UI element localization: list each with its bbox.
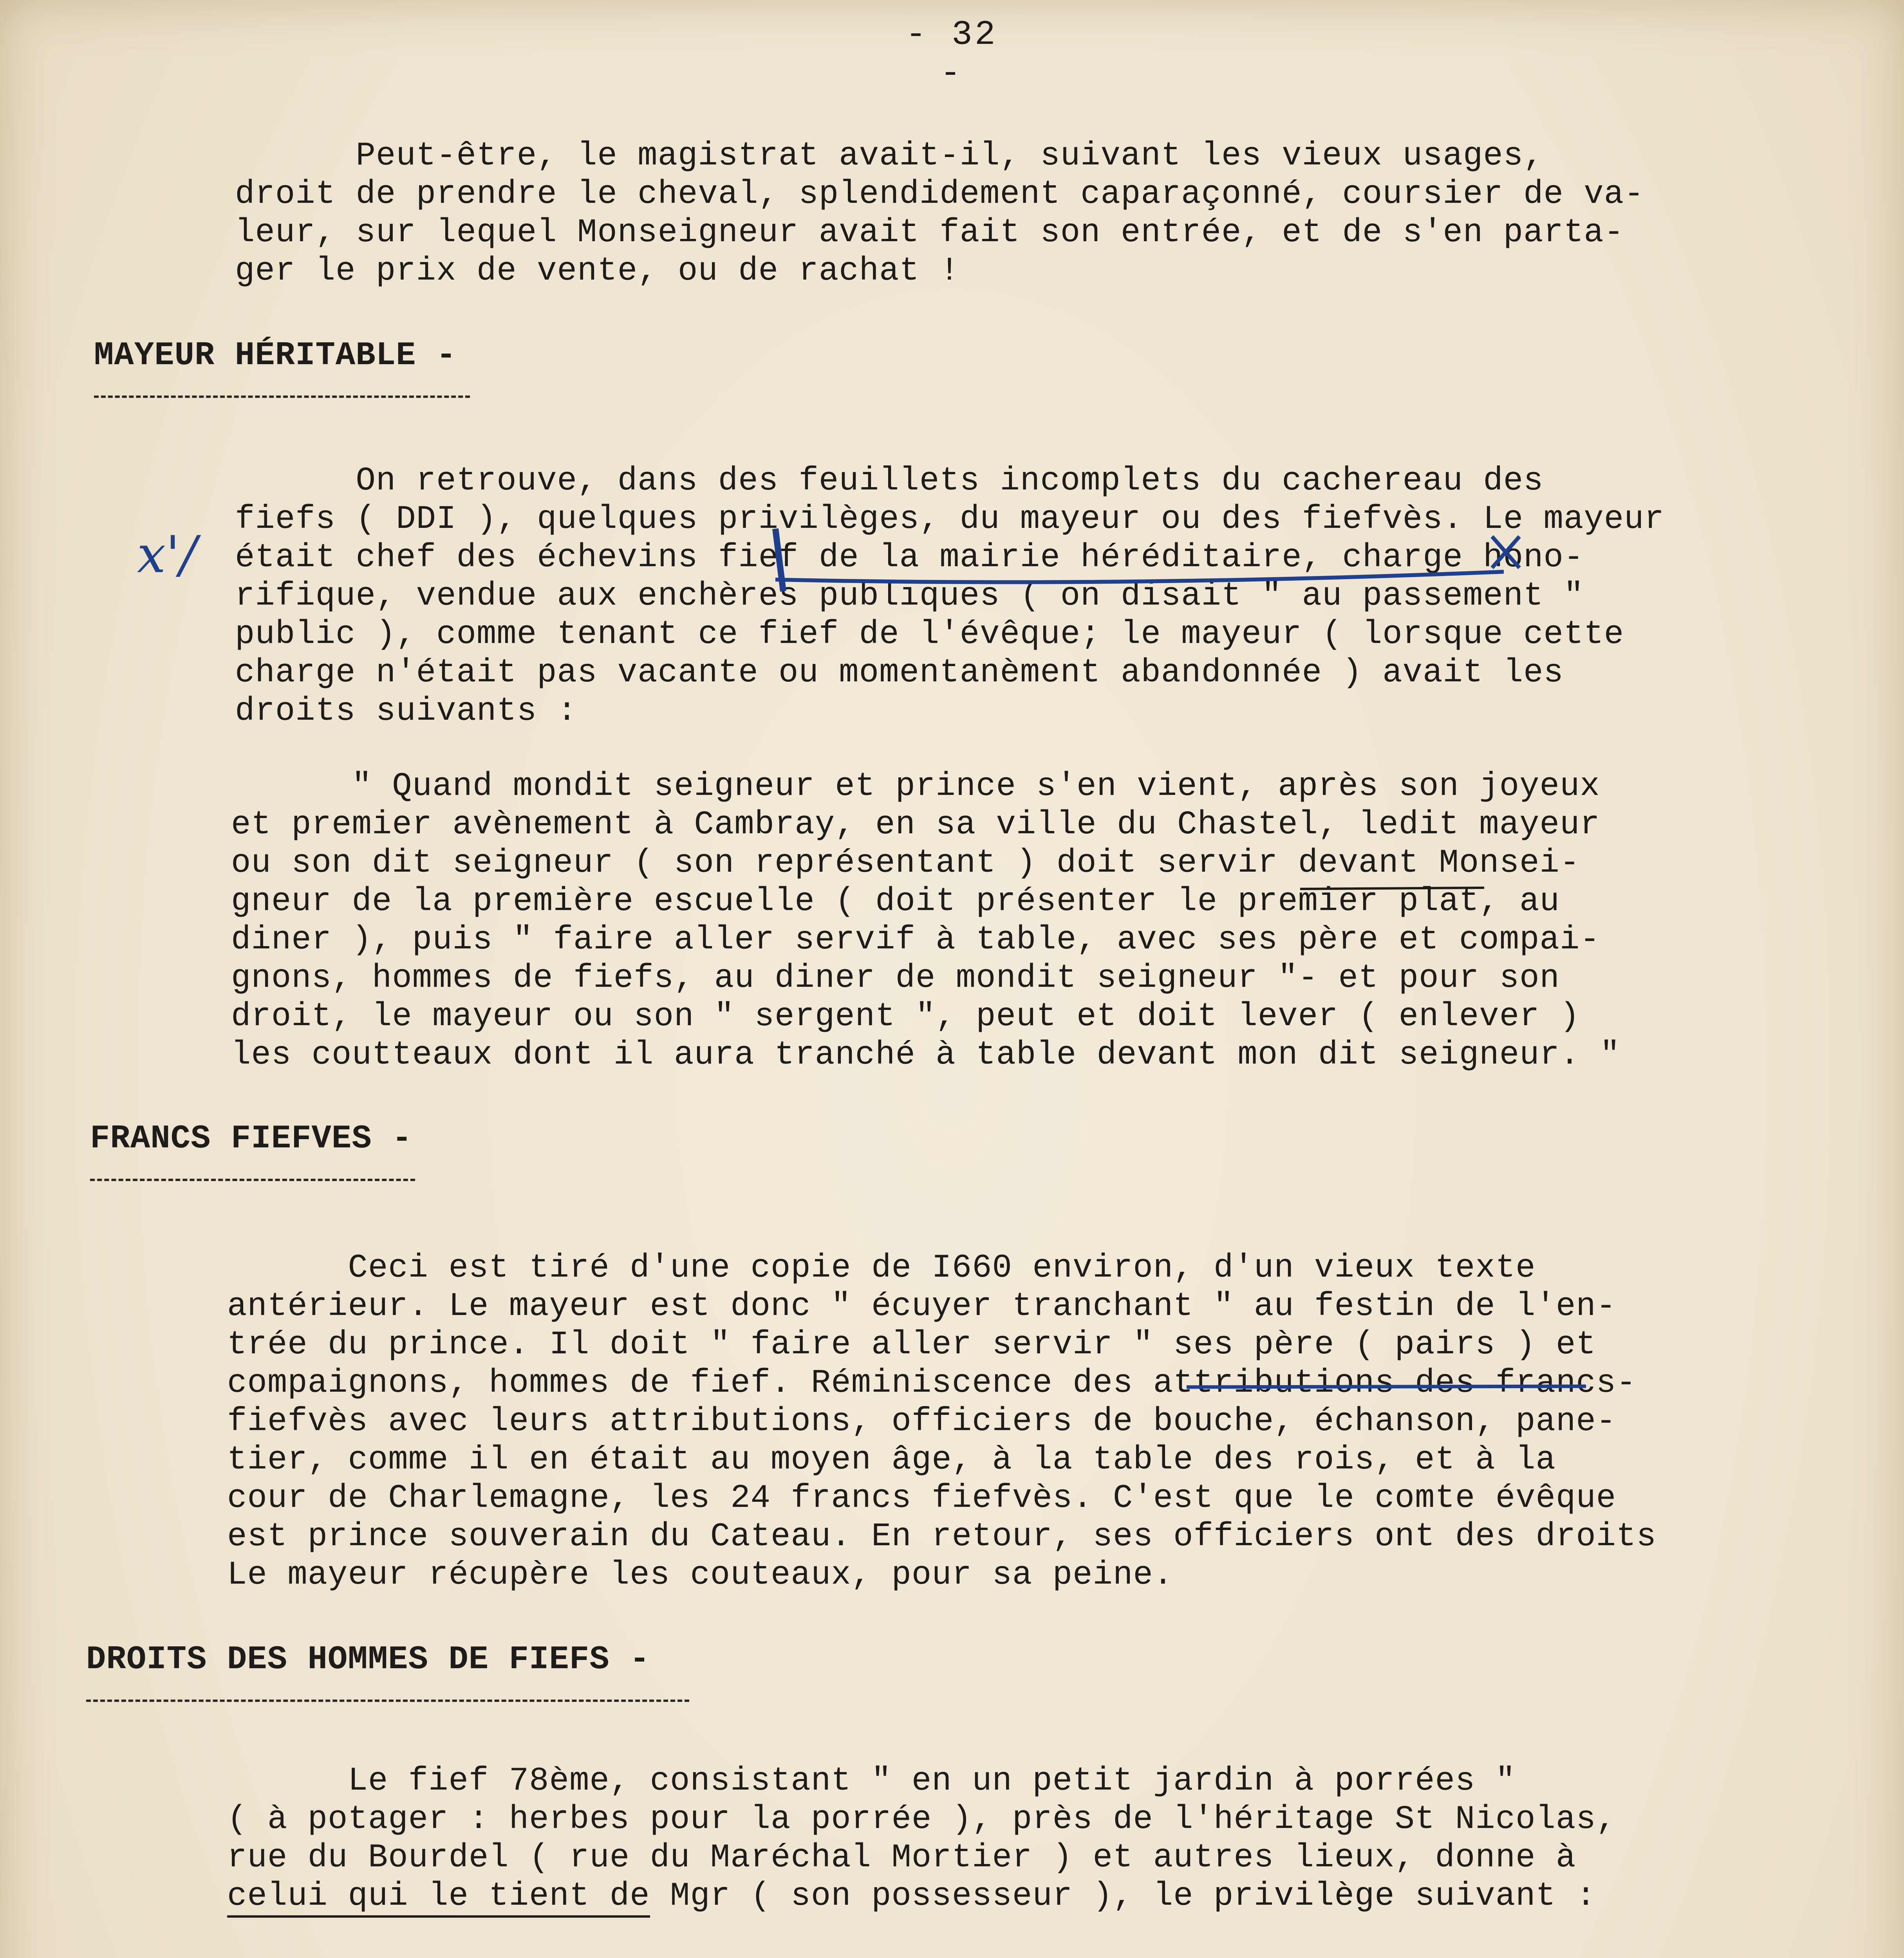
heading-underline [94, 396, 470, 398]
heading-francs-fiefves: FRANCS FIEFVES - [90, 1120, 412, 1158]
heading-droits-hommes-fiefs: DROITS DES HOMMES DE FIEFS - [86, 1641, 650, 1678]
paragraph-copie-1660: Ceci est tiré d'une copie de I660 environ, d'un vieux texte antérieur. Le mayeur est donc " écuyer tranchant " au festin de l'en- trée du prince. Il doit " faire aller servir " ses père ( pairs ) et compaignons, hommes de fief. Réminiscence des attributions des francs- fiefvès avec leurs attributions, officiers de bouche, échanson, pane- tier, comme il en était au moyen âge, à la table des rois, et à la cour de Charlemagne, les 24 francs fiefvès. C'est que le comte évêque est prince souverain du Cateau. En retour, ses officiers ont des droits Le mayeur récupère les couteaux, pour sa peine. [227, 1250, 1657, 1594]
heading-mayeur-heritable: MAYEUR HÉRITABLE - [94, 337, 457, 374]
pen-underline-mairie [768, 513, 1551, 599]
paragraph-privileges: On retrouve, dans des feuillets incomplets du cachereau des fiefs ( DDI ), quelques privilèges, du mayeur ou des fiefvès. Le mayeur était chef des échevins fief de la mairie héréditaire, charge hono- rifique, vendue aux enchères publiques ( on disait " au passement " public ), comme tenant ce fief de l'évêque; le mayeur ( lorsque cette charge n'était pas vacante ou momentanèment abandonnée ) avait les droits suivants : [235, 462, 1664, 730]
pen-underline-celui [227, 1911, 658, 1923]
margin-annotation: x'/ [137, 525, 197, 584]
heading-underline [90, 1179, 415, 1181]
pen-underline-servir [1300, 883, 1488, 895]
paragraph-cheval: Peut-être, le magistrat avait-il, suivant les vieux usages, droit de prendre le cheval, splendidement caparaçonné, coursier de va- leur, sur lequel Monseigneur avait fait son entrée, et de s'en parta- ger le prix de vente, ou de rachat ! [235, 137, 1644, 290]
pen-strikethrough [1187, 1378, 1594, 1394]
paragraph-quote-seigneur: " Quand mondit seigneur et prince s'en vient, après son joyeux et premier avènement à Cambray, en sa ville du Chastel, ledit mayeur ou son dit seigneur ( son représentant ) doit servir devant Monsei- gneur de la première escuelle ( doit présenter le premier plat, au diner ), puis " faire aller servif à table, avec ses père et compai- gnons, hommes de fiefs, au diner de mondit seigneur "- et pour son droit, le mayeur ou son " sergent ", peut et doit lever ( enlever ) les coutteaux dont il aura tranché à table devant mon dit seigneur. " [231, 768, 1620, 1074]
paragraph-fief-78: Le fief 78ème, consistant " en un petit jardin à porrées " ( à potager : herbes pour la porrée ), près de l'héritage St Nicolas, rue du Bourdel ( rue du Maréchal Mortier ) et autres lieux, donne à celui qui le tient de Mgr ( son possesseur ), le privilège suivant : [227, 1763, 1617, 1915]
heading-underline [86, 1700, 689, 1702]
page-number: - 32 - [905, 16, 998, 93]
